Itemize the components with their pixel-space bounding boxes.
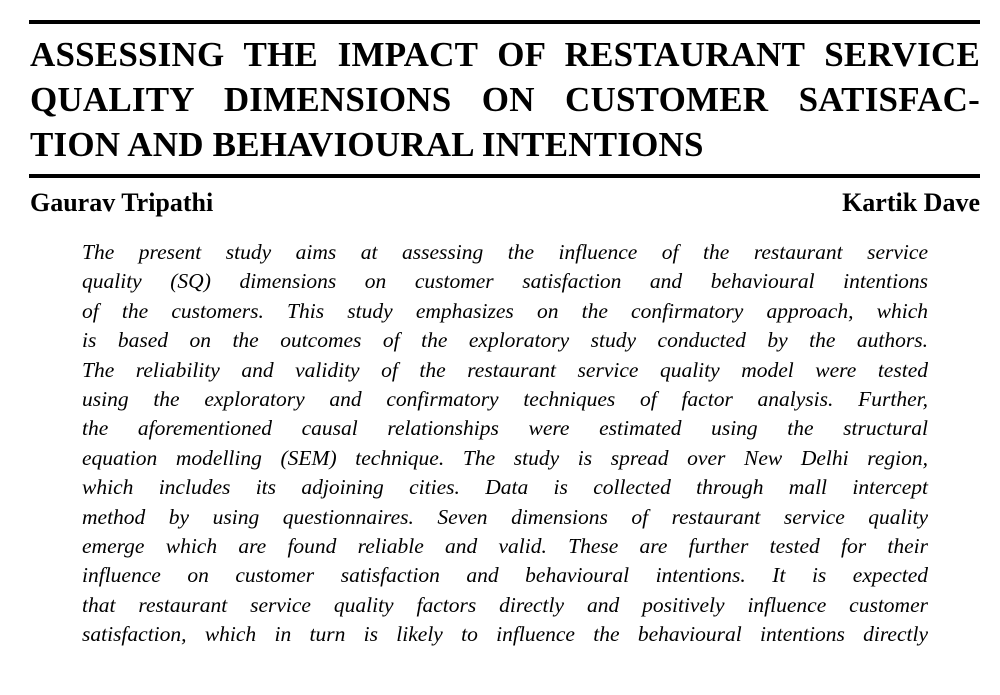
abstract-line: satisfaction, which in turn is likely to influence the behavioural intentions directly [82,622,928,647]
abstract-line: emerge which are found reliable and valid. These are further tested for their [82,534,928,559]
abstract-line: influence on customer satisfaction and behavioural intentions. It is expected [82,563,928,588]
title-rule [29,174,980,178]
title-line: TION AND BEHAVIOURAL INTENTIONS [30,125,704,164]
paper-title [30,32,980,167]
abstract-line: of the customers. This study emphasizes on the confirmatory approach, which [82,298,928,323]
abstract-line: the aforementioned causal relationships were estimated using the structural [82,416,928,441]
abstract-line: equation modelling (SEM) technique. The study is spread over New Delhi region, [82,445,928,470]
abstract-line: using the exploratory and confirmatory techniques of factor analysis. Further, [82,387,928,412]
title-line: ASSESSING THE IMPACT OF RESTAURANT SERVICE [30,35,980,74]
abstract-line: is based on the outcomes of the exploratory study conducted by the authors. [82,328,928,353]
author-name: Gaurav Tripathi [30,188,214,217]
abstract-line: method by using questionnaires. Seven dimensions of restaurant service quality [82,504,928,529]
title-line: QUALITY DIMENSIONS ON CUSTOMER SATISFAC- [30,80,980,119]
abstract-line: The reliability and validity of the restaurant service quality model were tested [82,357,928,382]
author-list [30,186,980,220]
abstract-line: which includes its adjoining cities. Data is collected through mall intercept [82,475,928,500]
top-rule [29,20,980,24]
abstract-line: The present study aims at assessing the influence of the restaurant service [82,240,928,264]
abstract [82,238,928,650]
abstract-line: that restaurant service quality factors directly and positively influence customer [82,592,928,617]
author-name: Kartik Dave [842,188,980,217]
abstract-line: quality (SQ) dimensions on customer satisfaction and behavioural intentions [82,269,928,294]
